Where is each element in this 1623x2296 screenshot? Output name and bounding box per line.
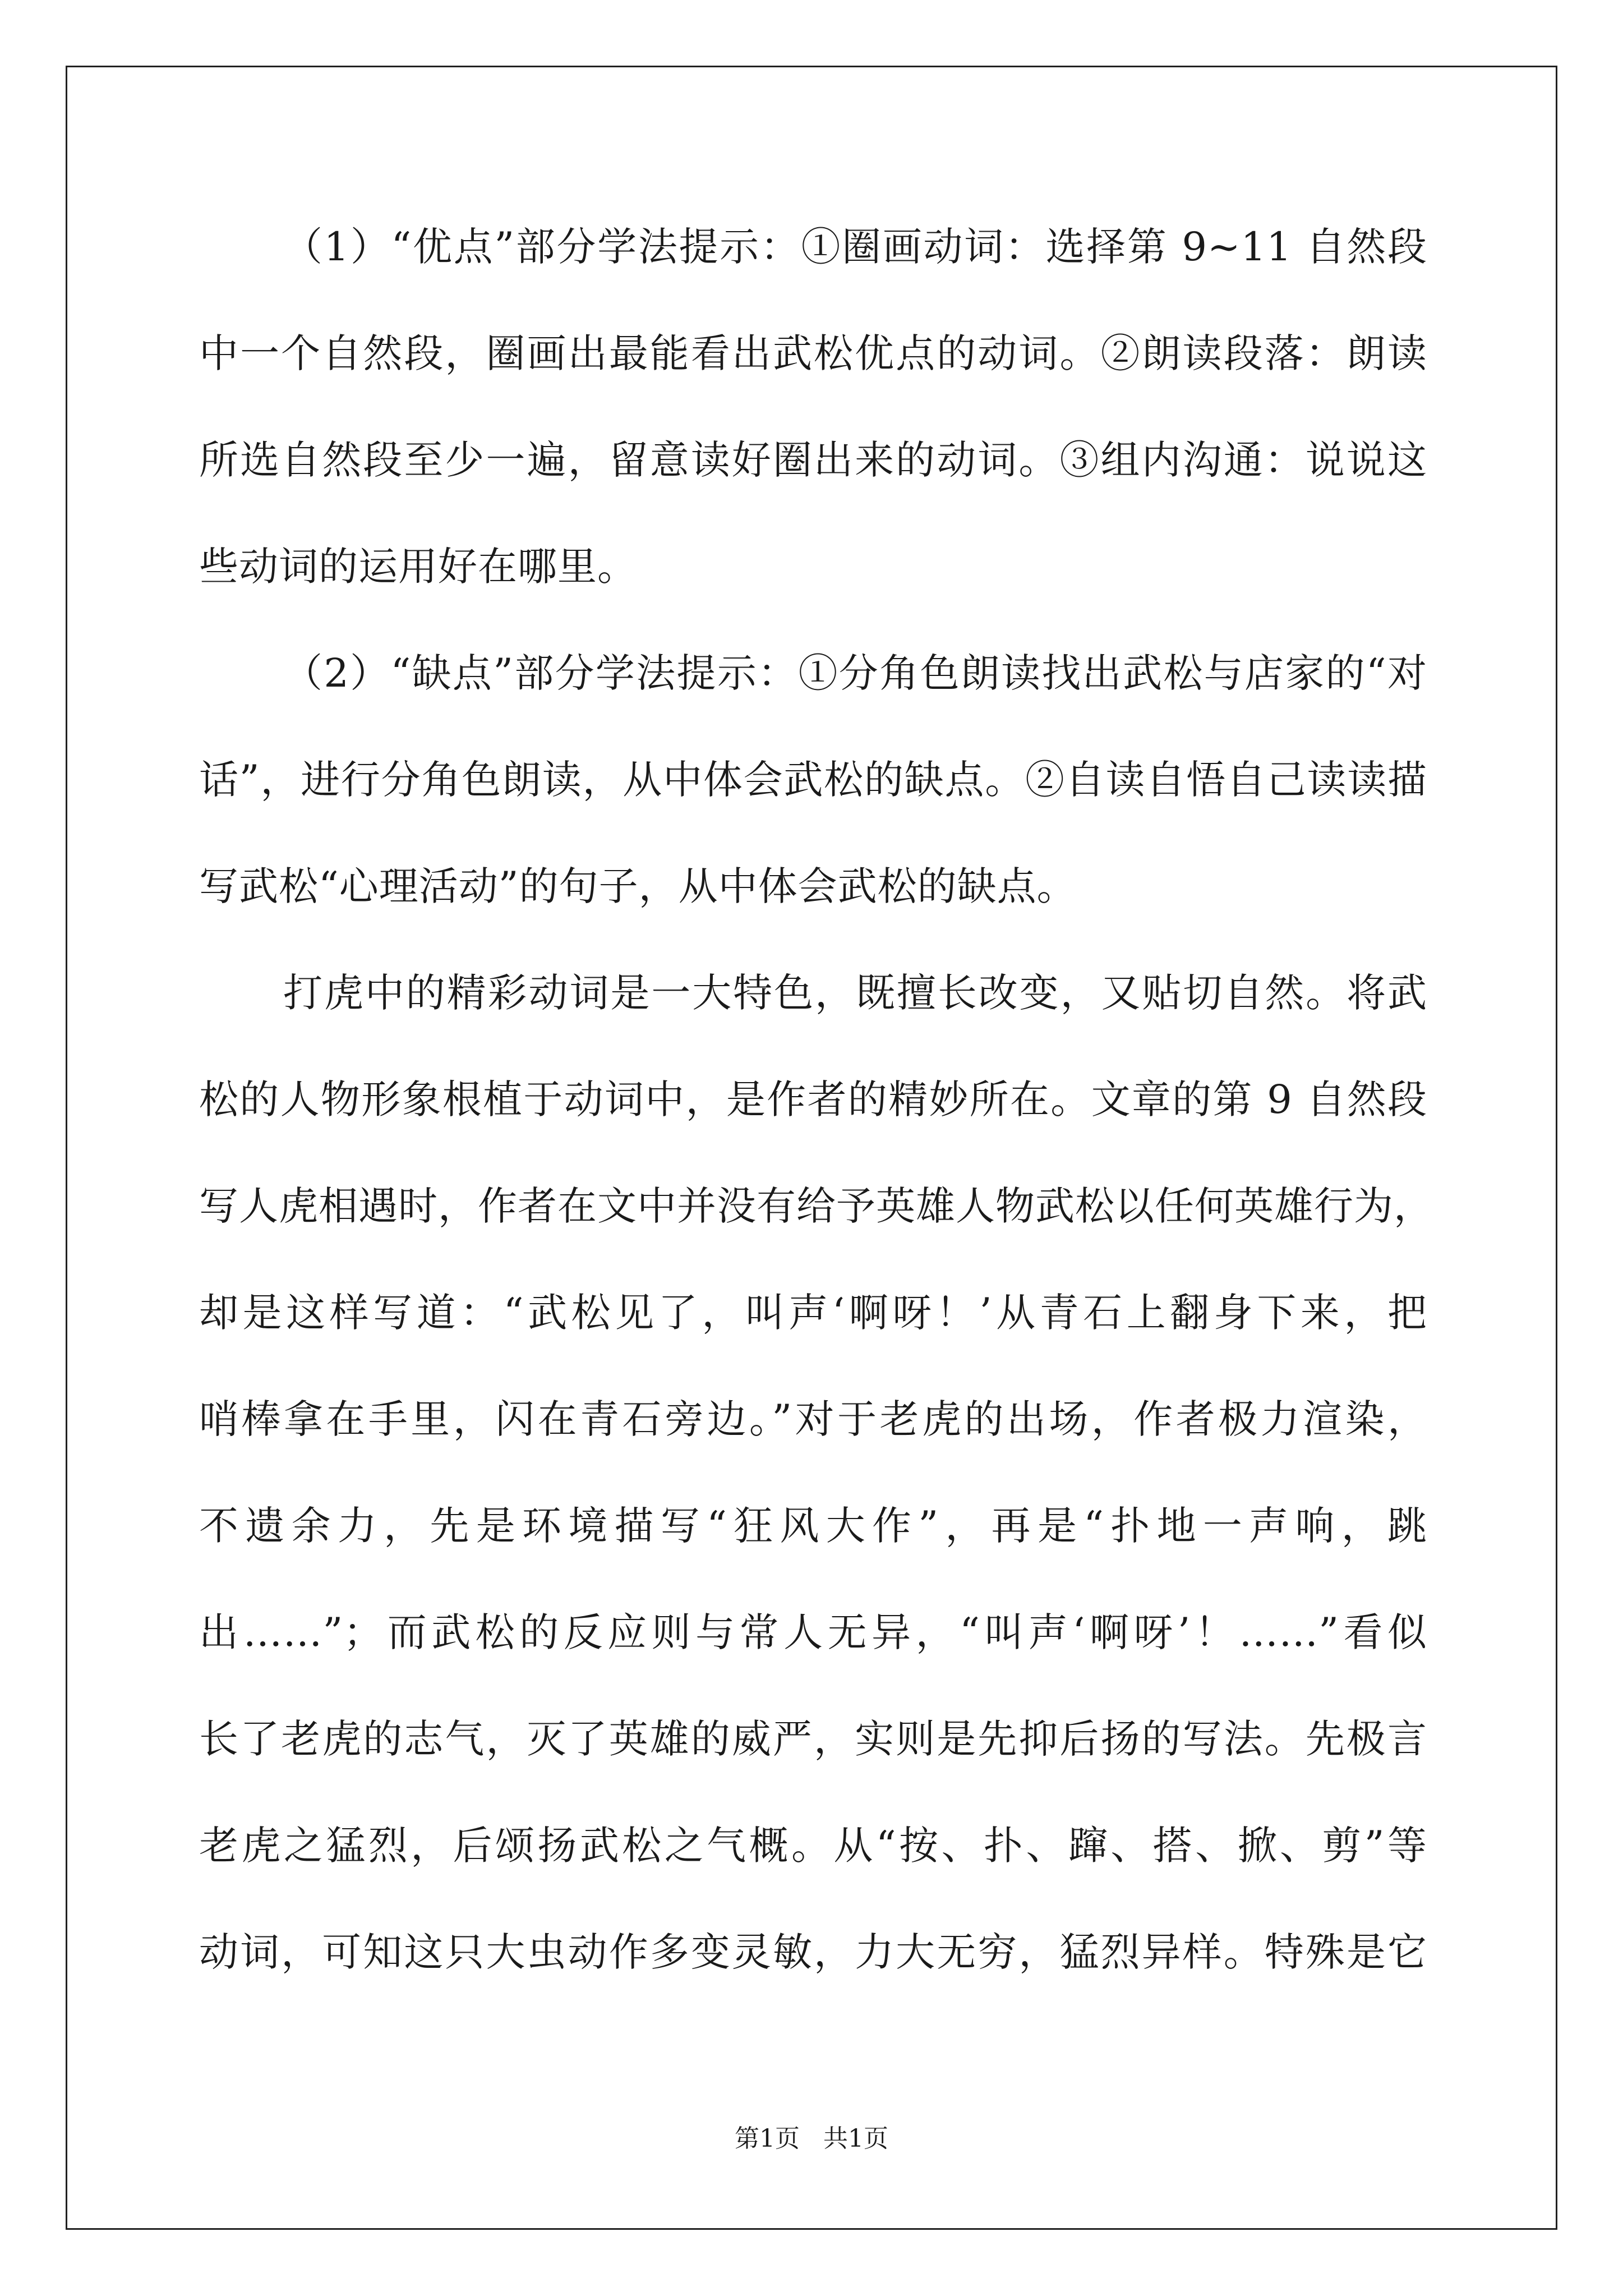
- document-body: [199, 219, 1433, 2031]
- page-number: 第1页: [735, 2124, 800, 2153]
- paragraph: [199, 965, 1433, 2031]
- text-line: 些动词的运用好在哪里。: [199, 544, 637, 590]
- text-line: 打虎中的精彩动词是一大特色，既擅长改变，又贴切自然。将武: [283, 970, 1427, 1016]
- page-total: 共1页: [823, 2124, 888, 2153]
- text-line: 所选自然段至少一遍，留意读好圈出来的动词。③组内沟通：说说这: [199, 437, 1427, 483]
- text-line: （2）“缺点”部分学法提示：①分角色朗读找出武松与店家的“对: [283, 650, 1427, 696]
- text-line: 长了老虎的志气，灭了英雄的威严，实则是先抑后扬的写法。先极言: [199, 1716, 1427, 1762]
- text-line: 却是这样写道：“武松见了，叫声‘啊呀！’从青石上翻身下来，把: [199, 1290, 1427, 1336]
- text-line: 哨棒拿在手里，闪在青石旁边。”对于老虎的出场，作者极力渲染，: [199, 1396, 1427, 1442]
- text-line: 动词，可知这只大虫动作多变灵敏，力大无穷，猛烈异样。特殊是它: [199, 1929, 1427, 1975]
- text-line: （1）“优点”部分学法提示：①圈画动词：选择第 9~11 自然段: [283, 224, 1427, 270]
- paragraph: [199, 645, 1427, 965]
- paragraph: [199, 219, 1427, 645]
- page-footer: [0, 2118, 1623, 2154]
- text-line: 写人虎相遇时，作者在文中并没有给予英雄人物武松以任何英雄行为，: [199, 1183, 1433, 1229]
- text-line: 话”，进行分角色朗读，从中体会武松的缺点。②自读自悟自己读读描: [199, 757, 1427, 803]
- text-line: 中一个自然段，圈画出最能看出武松优点的动词。②朗读段落：朗读: [199, 330, 1427, 376]
- text-line: 出……”；而武松的反应则与常人无异，“叫声‘啊呀’！……”看似: [199, 1609, 1427, 1655]
- text-line: 松的人物形象根植于动词中，是作者的精妙所在。文章的第 9 自然段: [199, 1076, 1427, 1122]
- text-line: 写武松“心理活动”的句子，从中体会武松的缺点。: [199, 863, 1077, 909]
- text-line: 老虎之猛烈，后颂扬武松之气概。从“按、扑、蹿、搭、掀、剪”等: [199, 1823, 1427, 1869]
- text-line: 不遗余力，先是环境描写“狂风大作”，再是“扑地一声响，跳: [199, 1503, 1427, 1549]
